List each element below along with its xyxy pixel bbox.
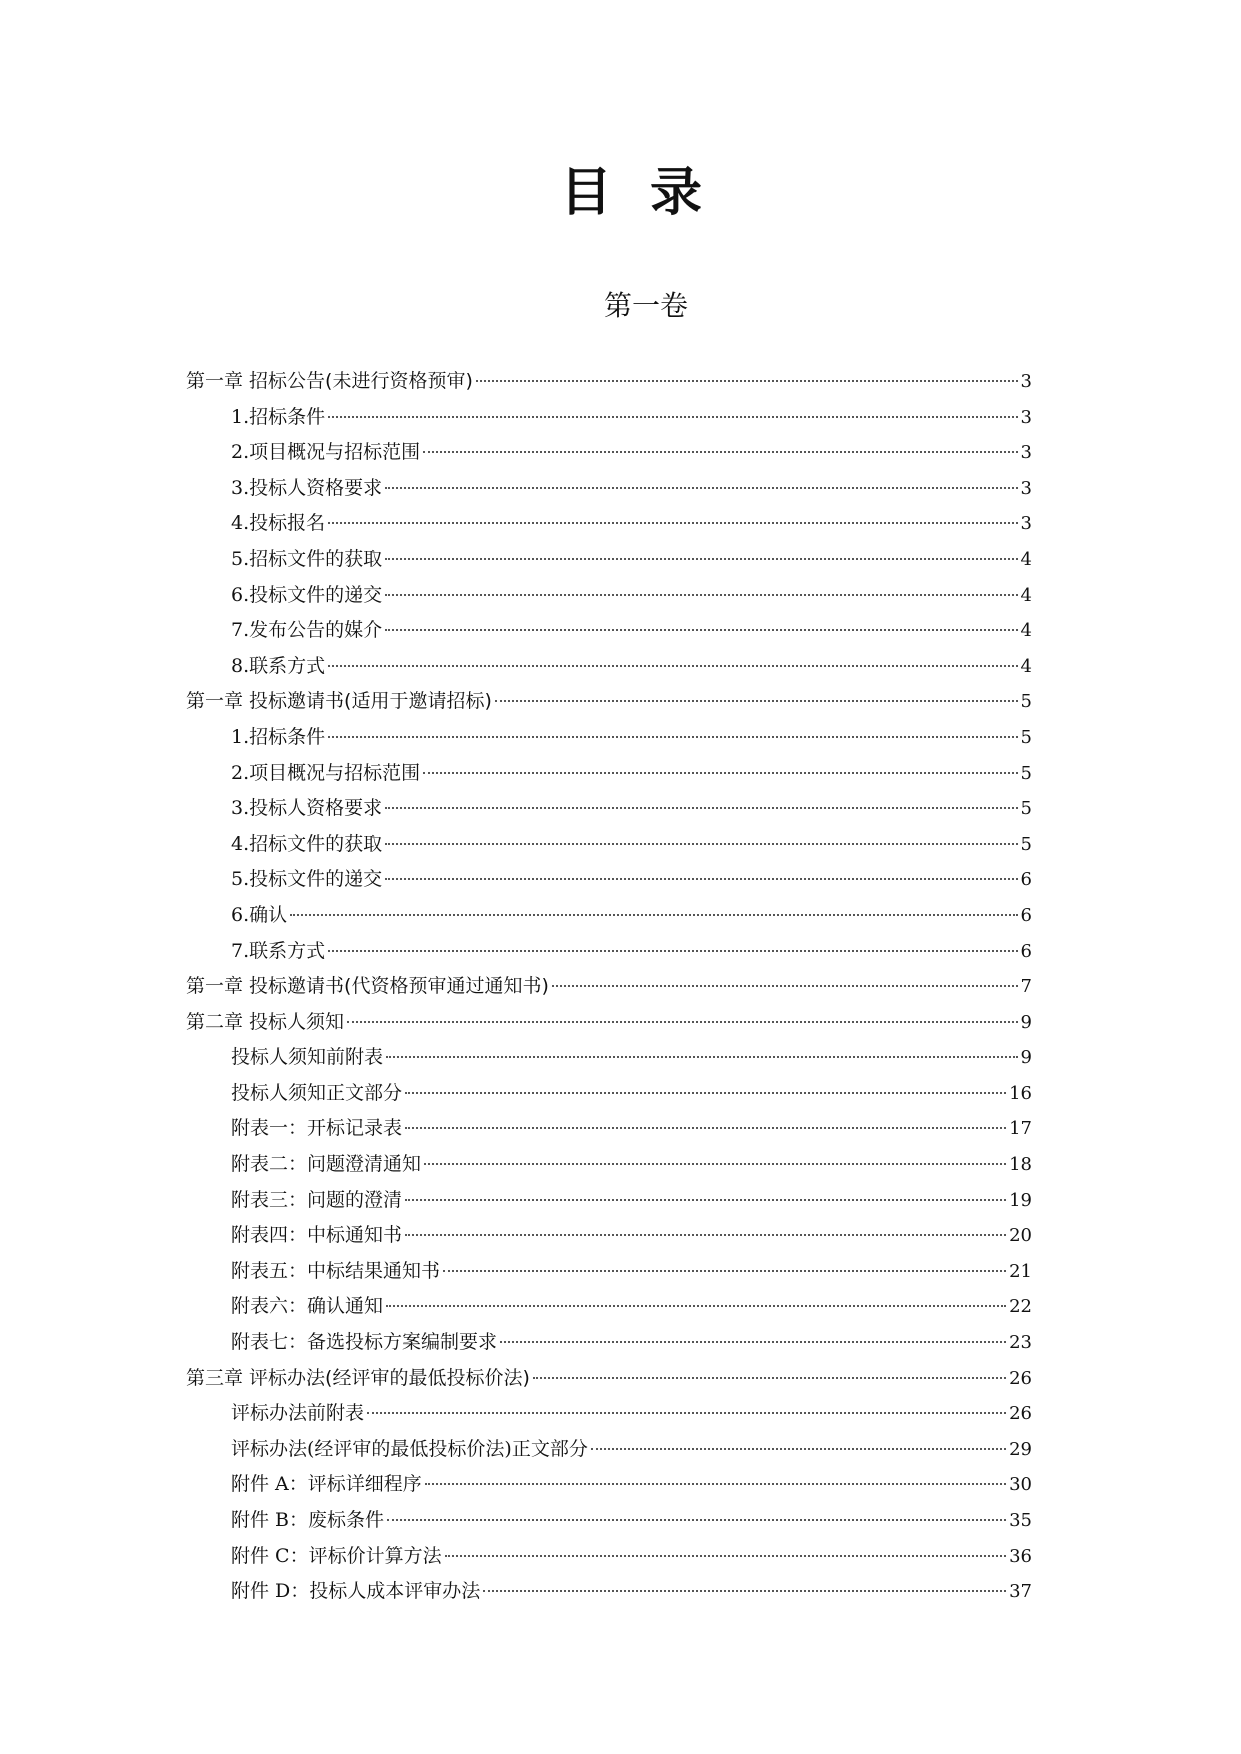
toc-page-number: 9 (1020, 1047, 1032, 1069)
dot-leader (385, 487, 1017, 489)
toc-chapter-entry[interactable] (186, 684, 1032, 720)
table-of-contents (186, 364, 1032, 1610)
dot-leader (552, 985, 1018, 987)
toc-page-number: 30 (1009, 1474, 1032, 1496)
dot-leader (385, 878, 1017, 880)
toc-section-entry[interactable] (186, 613, 1032, 649)
toc-entry-label: 1.招标条件 (231, 405, 326, 428)
toc-entry-label: 评标办法前附表 (231, 1402, 365, 1425)
toc-page-number: 23 (1009, 1332, 1032, 1354)
toc-section-entry[interactable] (186, 1396, 1032, 1432)
toc-entry-label: 第一章 投标邀请书(代资格预审通过通知书) (186, 975, 549, 998)
toc-section-entry[interactable] (186, 1254, 1032, 1290)
toc-page-number: 9 (1020, 1011, 1032, 1033)
toc-entry-label: 5.投标文件的递交 (231, 868, 383, 891)
toc-page-number: 36 (1009, 1545, 1032, 1567)
toc-entry-label: 附表一：开标记录表 (231, 1117, 403, 1140)
toc-page-number: 6 (1020, 869, 1032, 891)
dot-leader (386, 1056, 1018, 1058)
toc-section-entry[interactable] (186, 1325, 1032, 1361)
toc-section-entry[interactable] (186, 862, 1032, 898)
dot-leader (591, 1448, 1006, 1450)
dot-leader (423, 772, 1017, 774)
toc-section-entry[interactable] (186, 506, 1032, 542)
dot-leader (495, 700, 1018, 702)
toc-section-entry[interactable] (186, 1432, 1032, 1468)
toc-entry-label: 7.发布公告的媒介 (231, 619, 383, 642)
dot-leader (443, 1270, 1006, 1272)
toc-section-entry[interactable] (186, 1218, 1032, 1254)
toc-page-number: 29 (1009, 1438, 1032, 1460)
toc-page-number: 20 (1009, 1225, 1032, 1247)
toc-chapter-entry[interactable] (186, 969, 1032, 1005)
toc-entry-label: 7.联系方式 (231, 939, 326, 962)
toc-section-entry[interactable] (186, 1147, 1032, 1183)
toc-section-entry[interactable] (186, 1076, 1032, 1112)
toc-page-number: 5 (1020, 691, 1032, 713)
toc-page-number: 35 (1009, 1510, 1032, 1531)
toc-page-number: 4 (1020, 655, 1032, 677)
dot-leader (405, 1234, 1006, 1236)
toc-page-number: 17 (1009, 1118, 1032, 1140)
dot-leader (424, 1163, 1006, 1165)
dot-leader (483, 1590, 1006, 1592)
toc-page-number: 26 (1009, 1367, 1032, 1389)
toc-entry-label: 附表二：问题澄清通知 (231, 1153, 422, 1176)
dot-leader (445, 1555, 1007, 1557)
dot-leader (385, 843, 1017, 845)
dot-leader (328, 522, 1017, 524)
dot-leader (387, 1519, 1006, 1521)
dot-leader (385, 807, 1017, 809)
dot-leader (405, 1092, 1006, 1094)
toc-page-number: 6 (1020, 904, 1032, 926)
toc-page-number: 4 (1020, 584, 1032, 606)
toc-entry-label: 5.招标文件的获取 (231, 547, 383, 570)
toc-section-entry[interactable] (186, 400, 1032, 436)
toc-page-number: 26 (1009, 1403, 1032, 1425)
toc-entry-label: 4.招标文件的获取 (231, 832, 383, 855)
toc-section-entry[interactable] (186, 471, 1032, 507)
page-title: 目录 (559, 163, 740, 223)
toc-page-number: 4 (1020, 548, 1032, 570)
toc-section-entry[interactable] (186, 1467, 1032, 1503)
dot-leader (367, 1412, 1006, 1414)
dot-leader (386, 1305, 1006, 1307)
toc-entry-label: 附表七：备选投标方案编制要求 (231, 1331, 498, 1354)
toc-page-number: 6 (1020, 940, 1032, 962)
toc-page-number: 16 (1009, 1082, 1032, 1104)
toc-page-number: 18 (1009, 1154, 1032, 1176)
toc-page-number: 5 (1020, 798, 1032, 820)
toc-entry-label: 3.投标人资格要求 (231, 476, 383, 499)
toc-entry-label: 第一章 招标公告(未进行资格预审) (186, 370, 473, 392)
toc-section-entry[interactable] (186, 649, 1032, 685)
toc-section-entry[interactable] (186, 1111, 1032, 1147)
toc-section-entry[interactable] (186, 898, 1032, 934)
toc-section-entry[interactable] (186, 756, 1032, 792)
toc-entry-label: 第三章 评标办法(经评审的最低投标价法) (186, 1366, 530, 1389)
toc-entry-label: 附件 A：评标详细程序 (231, 1473, 422, 1496)
toc-entry-label: 8.联系方式 (231, 654, 326, 677)
toc-page-number: 3 (1020, 442, 1032, 464)
toc-chapter-entry[interactable] (186, 1005, 1032, 1041)
toc-page-number: 22 (1009, 1296, 1032, 1318)
toc-entry-label: 2.项目概况与招标范围 (231, 761, 421, 784)
toc-section-entry[interactable] (186, 1183, 1032, 1219)
toc-entry-label: 6.确认 (231, 903, 288, 926)
volume-title: 第一卷 (603, 289, 688, 322)
dot-leader (385, 629, 1017, 631)
toc-page-number: 5 (1020, 726, 1032, 748)
toc-page-number: 3 (1020, 477, 1032, 499)
toc-entry-label: 附表三：问题的澄清 (231, 1188, 403, 1211)
toc-entry-label: 附表六：确认通知 (231, 1295, 384, 1318)
dot-leader (425, 1483, 1006, 1485)
toc-entry-label: 投标人须知正文部分 (231, 1081, 403, 1104)
toc-entry-label: 3.投标人资格要求 (231, 797, 383, 820)
toc-section-entry[interactable] (186, 1539, 1032, 1575)
toc-page-number: 37 (1009, 1581, 1032, 1603)
toc-entry-label: 6.投标文件的递交 (231, 583, 383, 606)
toc-page-number: 3 (1020, 371, 1032, 392)
toc-entry-label: 附件 C：评标价计算方法 (231, 1544, 442, 1567)
toc-section-entry[interactable] (186, 578, 1032, 614)
dot-leader (328, 416, 1017, 418)
toc-page-number: 19 (1009, 1189, 1032, 1211)
toc-page-number: 21 (1009, 1260, 1032, 1282)
dot-leader (290, 914, 1017, 916)
dot-leader (328, 736, 1017, 738)
toc-page-number: 4 (1020, 620, 1032, 642)
dot-leader (476, 380, 1018, 382)
toc-section-entry[interactable] (186, 1040, 1032, 1076)
toc-section-entry[interactable] (186, 827, 1032, 863)
toc-page-number: 3 (1020, 406, 1032, 428)
toc-entry-label: 附件 D：投标人成本评审办法 (231, 1580, 481, 1603)
dot-leader (328, 665, 1017, 667)
toc-chapter-entry[interactable] (186, 364, 1032, 400)
toc-section-entry[interactable] (186, 435, 1032, 471)
dot-leader (385, 594, 1017, 596)
toc-page-number: 5 (1020, 833, 1032, 855)
toc-entry-label: 第一章 投标邀请书(适用于邀请招标) (186, 690, 492, 713)
toc-section-entry[interactable] (186, 934, 1032, 970)
toc-page-number: 7 (1020, 976, 1032, 998)
toc-section-entry[interactable] (186, 1503, 1032, 1539)
toc-entry-label: 4.投标报名 (231, 512, 326, 535)
dot-leader (385, 558, 1017, 560)
toc-page-number: 5 (1020, 762, 1032, 784)
dot-leader (500, 1341, 1006, 1343)
toc-entry-label: 评标办法(经评审的最低投标价法)正文部分 (231, 1437, 588, 1460)
dot-leader (423, 451, 1017, 453)
dot-leader (328, 950, 1017, 952)
toc-section-entry[interactable] (186, 1289, 1032, 1325)
toc-entry-label: 附表五：中标结果通知书 (231, 1259, 441, 1282)
toc-section-entry[interactable] (186, 1574, 1032, 1610)
toc-section-entry[interactable] (186, 791, 1032, 827)
toc-entry-label: 附表四：中标通知书 (231, 1224, 403, 1247)
toc-entry-label: 2.项目概况与招标范围 (231, 441, 421, 464)
toc-chapter-entry[interactable] (186, 1361, 1032, 1397)
dot-leader (405, 1199, 1006, 1201)
toc-entry-label: 附件 B：废标条件 (231, 1509, 385, 1531)
toc-entry-label: 投标人须知前附表 (231, 1046, 384, 1069)
dot-leader (347, 1021, 1018, 1023)
dot-leader (405, 1127, 1006, 1129)
dot-leader (533, 1377, 1006, 1379)
toc-page-number: 3 (1020, 513, 1032, 535)
toc-section-entry[interactable] (186, 720, 1032, 756)
toc-section-entry[interactable] (186, 542, 1032, 578)
toc-entry-label: 第二章 投标人须知 (186, 1010, 345, 1033)
toc-entry-label: 1.招标条件 (231, 725, 326, 748)
